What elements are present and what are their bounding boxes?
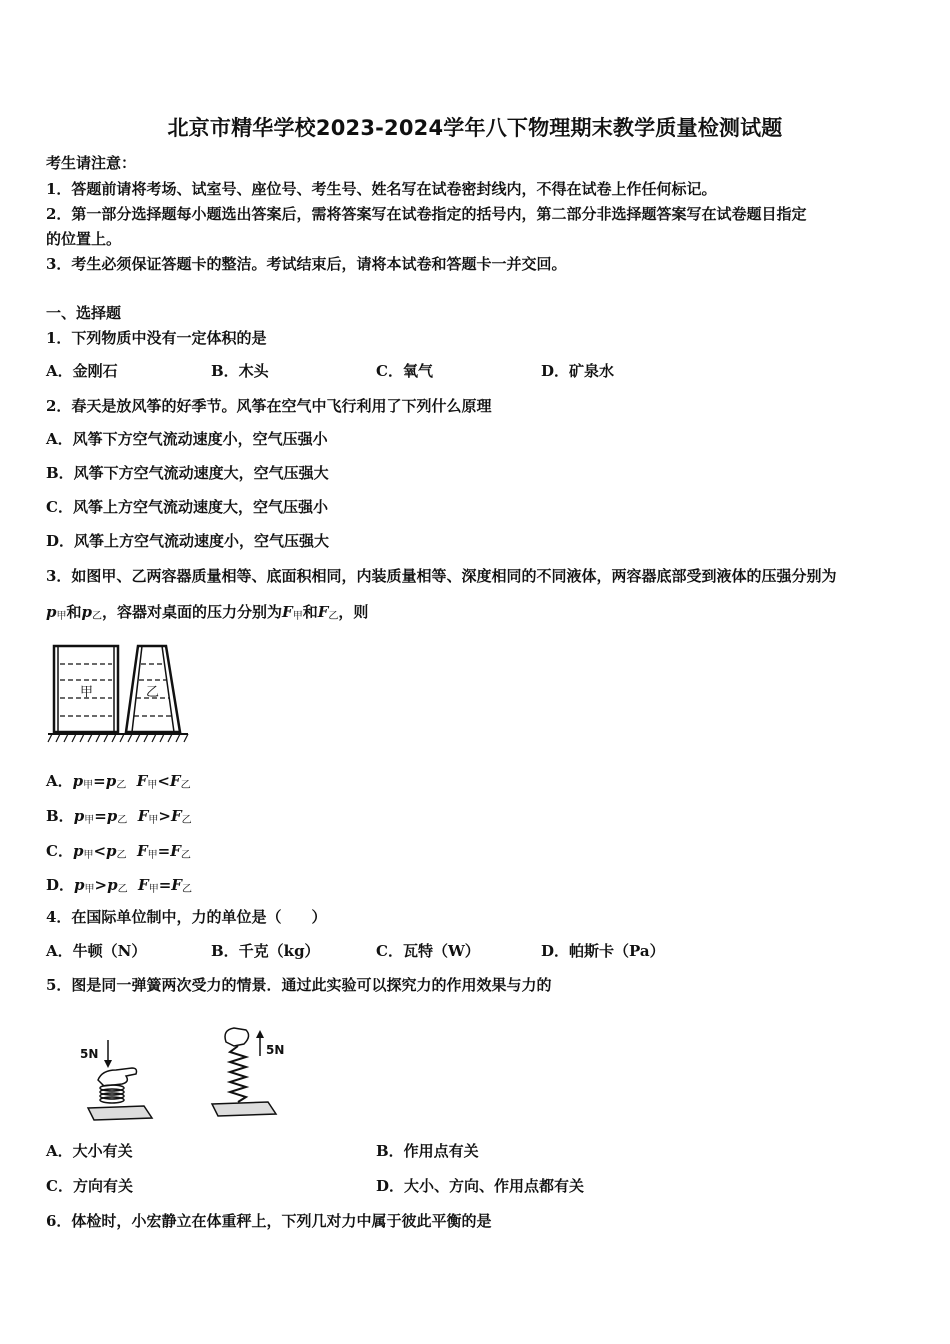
q3-sub-yi: 乙 bbox=[92, 611, 103, 622]
q3-option-a[interactable]: A．$p_甲=p_乙$ $F_甲<F_乙$ bbox=[46, 772, 191, 791]
q3-containers-figure bbox=[46, 636, 192, 746]
q5-spring-stretched-figure bbox=[204, 1024, 294, 1124]
notice-item-1: 1．答题前请将考场、试室号、座位号、考生号、姓名写在试卷密封线内，不得在试卷上作任何标记。 bbox=[46, 180, 717, 198]
q3-symbol-p: p bbox=[81, 603, 93, 621]
q1-option-c[interactable]: C．氧气 bbox=[376, 362, 433, 380]
q4-option-c[interactable]: C．瓦特（W） bbox=[376, 942, 480, 960]
q1-option-b[interactable]: B．木头 bbox=[211, 362, 269, 380]
notice-item-2: 2．第一部分选择题每小题选出答案后，需将答案写在试卷指定的括号内，第二部分非选择题答案写在试卷题目指定 bbox=[46, 205, 807, 223]
q3-sub-jia: 甲 bbox=[292, 611, 303, 622]
q3-stem-line2 bbox=[46, 601, 368, 622]
q2-stem: 2．春天是放风筝的好季节。风筝在空气中飞行利用了下列什么原理 bbox=[46, 397, 492, 415]
q3-sub-jia: 甲 bbox=[56, 611, 67, 622]
q2-option-b[interactable]: B．风筝下方空气流动速度大，空气压强大 bbox=[46, 464, 329, 482]
notice-item-3: 3．考生必须保证答题卡的整洁。考试结束后，请将本试卷和答题卡一并交回。 bbox=[46, 255, 567, 273]
q1-option-d[interactable]: D．矿泉水 bbox=[541, 362, 615, 380]
q4-stem: 4．在国际单位制中，力的单位是（ ） bbox=[46, 908, 327, 926]
q6-stem: 6．体检时，小宏静立在体重秤上，下列几对力中属于彼此平衡的是 bbox=[46, 1212, 492, 1230]
q2-option-c[interactable]: C．风筝上方空气流动速度大，空气压强小 bbox=[46, 498, 328, 516]
q1-stem: 1．下列物质中没有一定体积的是 bbox=[46, 329, 267, 347]
q3-option-d[interactable]: D．$p_甲>p_乙$ $F_甲=F_乙$ bbox=[46, 876, 192, 895]
q3-fig-label-yi: 乙 bbox=[146, 685, 160, 700]
q5-option-c[interactable]: C．方向有关 bbox=[46, 1177, 133, 1195]
q2-option-a[interactable]: A．风筝下方空气流动速度小，空气压强小 bbox=[46, 430, 328, 448]
q3-fig-label-jia: 甲 bbox=[80, 685, 94, 700]
q3-stem-line1: 3．如图甲、乙两容器质量相等、底面积相同，内装质量相等、深度相同的不同液体，两容器底部受到液体的压强分别为 bbox=[46, 567, 837, 585]
q3-option-c[interactable]: C．$p_甲<p_乙$ $F_甲=F_乙$ bbox=[46, 842, 191, 861]
notice-heading: 考生请注意： bbox=[46, 154, 137, 172]
q2-option-d[interactable]: D．风筝上方空气流动速度小，空气压强大 bbox=[46, 532, 330, 550]
q5-force-label-left: 5N bbox=[80, 1047, 99, 1061]
q5-force-label-right: 5N bbox=[266, 1043, 285, 1057]
q3-sub-yi: 乙 bbox=[328, 611, 339, 622]
q5-spring-compressed-figure bbox=[78, 1030, 158, 1126]
q4-option-b[interactable]: B．千克（kg） bbox=[211, 942, 320, 960]
section-heading: 一、选择题 bbox=[46, 304, 122, 322]
q3-mid-text: ，容器对桌面的压力分别为 bbox=[102, 603, 283, 621]
q3-symbol-p: p bbox=[46, 603, 57, 621]
q3-and: 和 bbox=[302, 603, 318, 621]
q3-end-text: ，则 bbox=[338, 603, 369, 621]
q5-stem: 5．图是同一弹簧两次受力的情景．通过此实验可以探究力的作用效果与力的 bbox=[46, 976, 552, 994]
q3-option-b[interactable]: B．$p_甲=p_乙$ $F_甲>F_乙$ bbox=[46, 807, 192, 826]
q3-symbol-f: F bbox=[282, 603, 293, 621]
notice-item-2-cont: 的位置上。 bbox=[46, 230, 122, 248]
q5-option-b[interactable]: B．作用点有关 bbox=[376, 1142, 479, 1160]
page-title: 北京市精华学校2023-2024学年八下物理期末教学质量检测试题 bbox=[167, 116, 783, 140]
q5-option-a[interactable]: A．大小有关 bbox=[46, 1142, 133, 1160]
q3-symbol-f: F bbox=[317, 603, 329, 621]
q5-option-d[interactable]: D．大小、方向、作用点都有关 bbox=[376, 1177, 585, 1195]
q3-and: 和 bbox=[66, 603, 82, 621]
q4-option-d[interactable]: D．帕斯卡（Pa） bbox=[541, 942, 665, 960]
q1-option-a[interactable]: A．金刚石 bbox=[46, 362, 118, 380]
q4-option-a[interactable]: A．牛顿（N） bbox=[46, 942, 147, 960]
